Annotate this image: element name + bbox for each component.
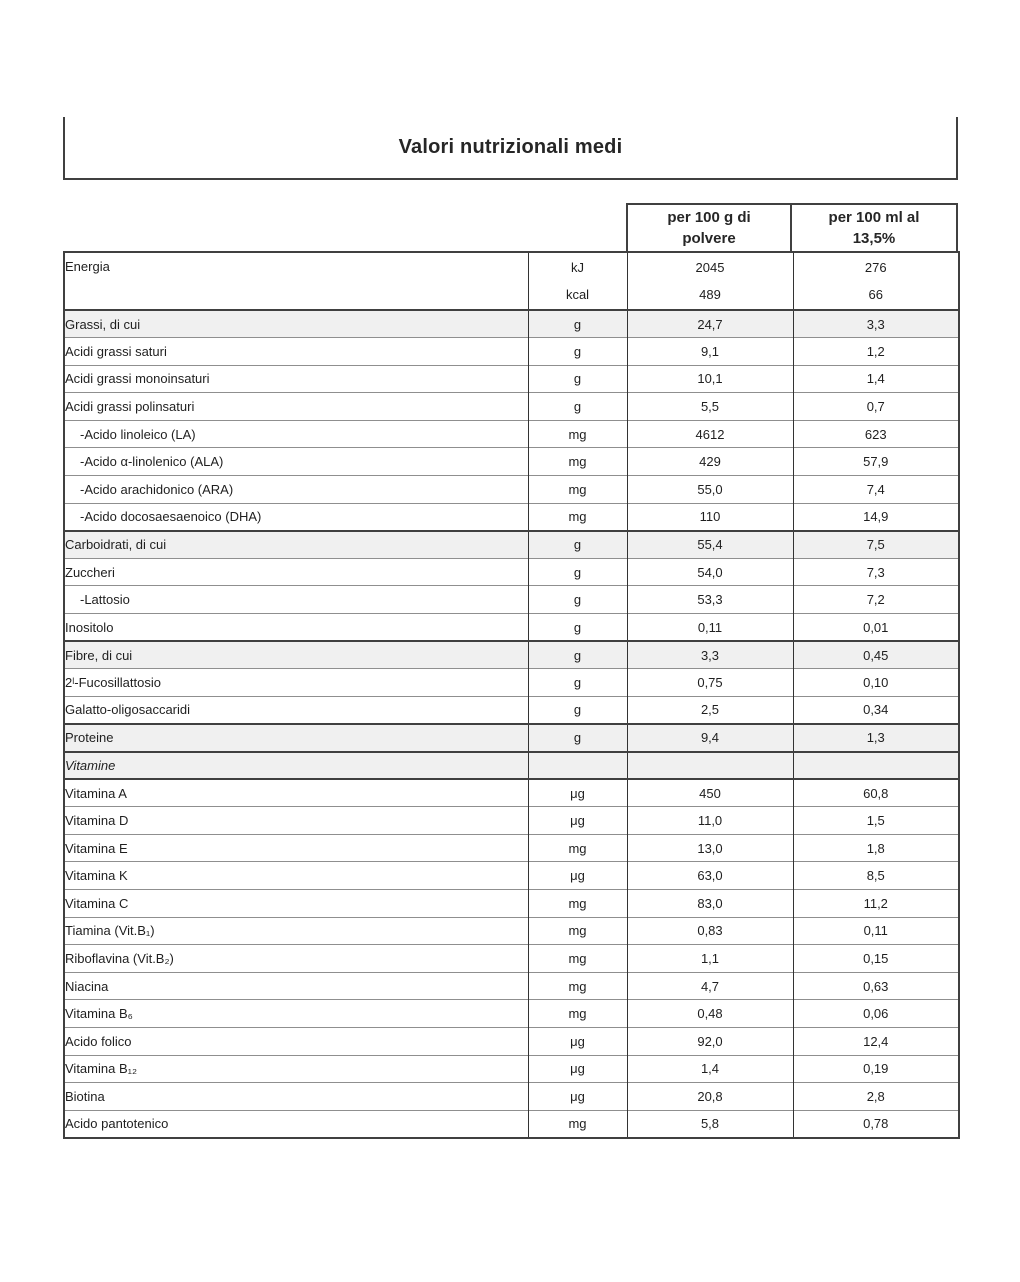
row-value-per-100g: 20,8 (627, 1083, 793, 1111)
column-header-line: per 100 g di (667, 209, 751, 226)
row-value-per-100ml: 1,8 (793, 834, 959, 862)
row-value-per-100ml: 623 (793, 420, 959, 448)
row-unit: μg (528, 807, 627, 835)
row-unit: g (528, 614, 627, 642)
row-value-per-100ml: 12,4 (793, 1027, 959, 1055)
row-unit: mg (528, 503, 627, 531)
row-value-per-100ml: 0,06 (793, 1000, 959, 1028)
table-row (64, 448, 959, 476)
stacked-value: kJ (571, 260, 584, 275)
row-value-per-100ml: 11,2 (793, 889, 959, 917)
row-unit: g (528, 365, 627, 393)
row-value-per-100g: 9,4 (627, 724, 793, 752)
row-label: -Acido linoleico (LA) (64, 420, 528, 448)
stacked-value: kcal (565, 287, 590, 302)
row-label: Acido pantotenico (64, 1110, 528, 1138)
row-value-per-100g: 53,3 (627, 586, 793, 614)
row-unit: mg (528, 834, 627, 862)
row-value-per-100ml: 0,63 (793, 972, 959, 1000)
row-value-per-100ml: 0,45 (793, 641, 959, 669)
row-unit: mg (528, 917, 627, 945)
row-unit (528, 752, 627, 780)
row-value-per-100ml: 1,2 (793, 338, 959, 366)
table-row (64, 752, 959, 780)
row-unit: g (528, 696, 627, 724)
row-value-per-100ml: 0,34 (793, 696, 959, 724)
page-title: Valori nutrizionali medi (398, 136, 623, 158)
row-label: Fibre, di cui (64, 641, 528, 669)
row-value-per-100ml: 8,5 (793, 862, 959, 890)
row-label: Galatto-oligosaccaridi (64, 696, 528, 724)
row-unit: mg (528, 476, 627, 504)
nutrition-table (63, 251, 960, 1139)
row-value-per-100ml: 7,5 (793, 531, 959, 559)
table-row (64, 310, 959, 338)
table-row (64, 476, 959, 504)
row-label: Proteine (64, 724, 528, 752)
row-unit: g (528, 558, 627, 586)
row-value-per-100g (627, 752, 793, 780)
table-row (64, 807, 959, 835)
row-value-per-100ml: 0,10 (793, 669, 959, 697)
table-row (64, 1083, 959, 1111)
row-value-per-100g: 54,0 (627, 558, 793, 586)
column-header-per-100g (626, 203, 792, 253)
row-label: Carboidrati, di cui (64, 531, 528, 559)
row-unit: μg (528, 1083, 627, 1111)
table-row (64, 1110, 959, 1138)
row-value-per-100g: 0,11 (627, 614, 793, 642)
row-unit: μg (528, 1055, 627, 1083)
stacked-value: 66 (868, 287, 883, 302)
row-value-per-100g: 0,75 (627, 669, 793, 697)
row-unit: μg (528, 862, 627, 890)
table-row (64, 1055, 959, 1083)
table-row (64, 558, 959, 586)
row-value-per-100g: 13,0 (627, 834, 793, 862)
row-label: Vitamina B₁₂ (64, 1055, 528, 1083)
table-row (64, 252, 959, 310)
table-row (64, 531, 959, 559)
row-value-per-100ml: 0,01 (793, 614, 959, 642)
row-label: Acidi grassi saturi (64, 338, 528, 366)
row-unit: g (528, 669, 627, 697)
row-label: Vitamine (64, 752, 528, 780)
row-value-per-100g: 2,5 (627, 696, 793, 724)
row-unit: g (528, 586, 627, 614)
row-label: 2ˡ-Fucosillattosio (64, 669, 528, 697)
row-value-per-100g: 92,0 (627, 1027, 793, 1055)
row-label: Acidi grassi monoinsaturi (64, 365, 528, 393)
row-value-per-100ml: 0,78 (793, 1110, 959, 1138)
row-label: Biotina (64, 1083, 528, 1111)
row-value-per-100ml: 0,7 (793, 393, 959, 421)
column-header-per-100ml (792, 203, 958, 253)
row-label: -Acido arachidonico (ARA) (64, 476, 528, 504)
row-value-per-100g: 3,3 (627, 641, 793, 669)
row-label: Vitamina E (64, 834, 528, 862)
row-value-per-100g: 4612 (627, 420, 793, 448)
table-row (64, 1000, 959, 1028)
row-unit (528, 252, 627, 310)
row-value-per-100g: 1,1 (627, 945, 793, 973)
column-header-line: polvere (682, 230, 736, 247)
row-value-per-100ml: 14,9 (793, 503, 959, 531)
table-row (64, 614, 959, 642)
row-label: Vitamina B₆ (64, 1000, 528, 1028)
row-label: Acidi grassi polinsaturi (64, 393, 528, 421)
row-value-per-100ml (793, 752, 959, 780)
table-row (64, 338, 959, 366)
row-value-per-100ml: 0,15 (793, 945, 959, 973)
row-unit: g (528, 724, 627, 752)
row-label: -Acido docosaesaenoico (DHA) (64, 503, 528, 531)
table-row (64, 834, 959, 862)
row-value-per-100g: 0,48 (627, 1000, 793, 1028)
row-value-per-100g: 5,8 (627, 1110, 793, 1138)
row-value-per-100g: 110 (627, 503, 793, 531)
column-header-line: per 100 ml al (828, 209, 920, 226)
row-value-per-100g: 63,0 (627, 862, 793, 890)
column-header-group (626, 203, 958, 253)
table-row (64, 696, 959, 724)
table-row (64, 1027, 959, 1055)
row-value-per-100g: 450 (627, 779, 793, 807)
row-unit: μg (528, 779, 627, 807)
row-value-per-100ml: 3,3 (793, 310, 959, 338)
table-row (64, 779, 959, 807)
table-row (64, 889, 959, 917)
row-unit: g (528, 310, 627, 338)
row-unit: mg (528, 1000, 627, 1028)
column-header-line: 13,5% (852, 230, 896, 247)
row-unit: mg (528, 889, 627, 917)
row-value-per-100ml: 1,4 (793, 365, 959, 393)
row-value-per-100ml (793, 252, 959, 310)
row-value-per-100ml: 60,8 (793, 779, 959, 807)
table-row (64, 503, 959, 531)
row-value-per-100ml: 7,2 (793, 586, 959, 614)
stacked-value: 276 (864, 260, 887, 275)
row-unit: mg (528, 972, 627, 1000)
row-label: -Acido α-linolenico (ALA) (64, 448, 528, 476)
table-row (64, 586, 959, 614)
row-value-per-100g: 5,5 (627, 393, 793, 421)
row-value-per-100ml: 1,3 (793, 724, 959, 752)
row-value-per-100g: 9,1 (627, 338, 793, 366)
row-unit: mg (528, 1110, 627, 1138)
row-unit: mg (528, 420, 627, 448)
stacked-value: 489 (699, 287, 721, 302)
table-row (64, 724, 959, 752)
row-unit: g (528, 393, 627, 421)
row-label: Vitamina C (64, 889, 528, 917)
row-label: Zuccheri (64, 558, 528, 586)
row-value-per-100ml: 1,5 (793, 807, 959, 835)
row-value-per-100ml: 2,8 (793, 1083, 959, 1111)
table-row (64, 945, 959, 973)
row-value-per-100g: 10,1 (627, 365, 793, 393)
row-value-per-100ml: 0,19 (793, 1055, 959, 1083)
table-row (64, 862, 959, 890)
row-label: Acido folico (64, 1027, 528, 1055)
row-unit: mg (528, 448, 627, 476)
row-value-per-100ml: 7,3 (793, 558, 959, 586)
row-value-per-100g: 4,7 (627, 972, 793, 1000)
row-unit: g (528, 531, 627, 559)
row-label: Vitamina K (64, 862, 528, 890)
row-value-per-100ml: 0,11 (793, 917, 959, 945)
table-row (64, 972, 959, 1000)
row-unit: g (528, 641, 627, 669)
row-label: Vitamina A (64, 779, 528, 807)
row-label: -Lattosio (64, 586, 528, 614)
table-row (64, 365, 959, 393)
row-value-per-100ml: 7,4 (793, 476, 959, 504)
table-row (64, 669, 959, 697)
row-value-per-100g: 429 (627, 448, 793, 476)
table-row (64, 420, 959, 448)
row-label: Grassi, di cui (64, 310, 528, 338)
row-value-per-100g: 55,4 (627, 531, 793, 559)
row-value-per-100ml: 57,9 (793, 448, 959, 476)
table-row (64, 641, 959, 669)
row-label: Energia (64, 252, 528, 310)
row-value-per-100g: 55,0 (627, 476, 793, 504)
nutrition-table-body (64, 252, 959, 1138)
row-label: Tiamina (Vit.B₁) (64, 917, 528, 945)
row-unit: μg (528, 1027, 627, 1055)
row-value-per-100g: 1,4 (627, 1055, 793, 1083)
stacked-value: 2045 (695, 260, 725, 275)
row-value-per-100g: 0,83 (627, 917, 793, 945)
row-label: Niacina (64, 972, 528, 1000)
title-box (63, 117, 958, 180)
row-value-per-100g: 11,0 (627, 807, 793, 835)
row-unit: mg (528, 945, 627, 973)
row-label: Inositolo (64, 614, 528, 642)
row-value-per-100g: 83,0 (627, 889, 793, 917)
row-label: Riboflavina (Vit.B₂) (64, 945, 528, 973)
row-value-per-100g (627, 252, 793, 310)
row-value-per-100g: 24,7 (627, 310, 793, 338)
table-row (64, 917, 959, 945)
row-label: Vitamina D (64, 807, 528, 835)
row-unit: g (528, 338, 627, 366)
table-row (64, 393, 959, 421)
